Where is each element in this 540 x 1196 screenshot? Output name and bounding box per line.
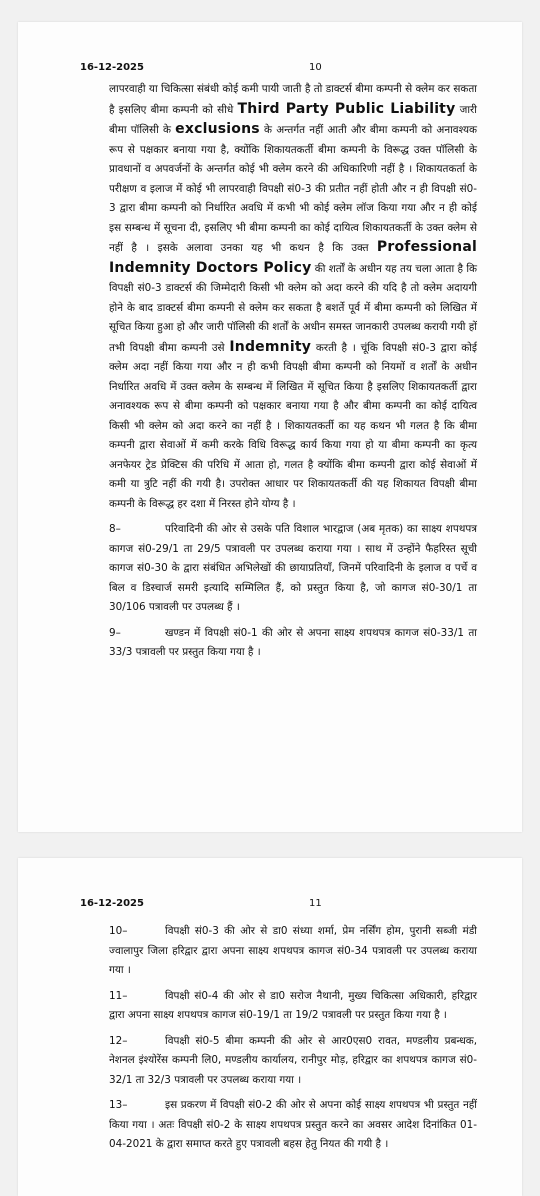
paragraph-text: विपक्षी सं0-3 की ओर से डा0 संध्या शर्मा, प्रेम नर्सिंग होम, पुरानी सब्जी मंडी ज्वालापुर जिला हरिद्वार द्वारा अपना साक्ष्य शपथपत्र कागज सं0-34 पत्रावली पर उपलब्ध कराया गया ।: [109, 925, 477, 976]
numbered-paragraph: [109, 520, 477, 618]
paragraph-text: इस प्रकरण में विपक्षी सं0-2 की ओर से अपना कोई साक्ष्य शपथपत्र भी प्रस्तुत नहीं किया गया । अतः विपक्षी सं0-2 के साक्ष्य शपथपत्र प्रस्तुत करने का अवसर आदेश दिनांकित 01-04-2021 के द्वारा समाप्त करते हुए पत्रावली बहस हेतु नियत की गयी है ।: [109, 1099, 477, 1150]
page-body: [109, 916, 477, 1155]
paragraph-text: के अन्तर्गत नहीं आती और बीमा कम्पनी को अनावश्यक रूप से पक्षकार बनाया गया है, क्योंकि शिकायतकर्ती बीमा कम्पनी के विरूद्ध उक्त पॉलिसी के प्रावधानों व अपवर्जनों के अन्तर्गत कोई भी क्लेम करने की अधिकारिणी नहीं है । शिकायतकर्ता के परीक्षण व इलाज में कोई भी लापरवाही विपक्षी सं0-3 की प्रतीत नहीं होती और न ही विपक्षी सं0-3 द्वारा बीमा कम्पनी को निर्धारित अवधि में कभी भी कोई क्लेम लॉज किया गया और न ही कोई इस सम्बन्ध में सूचना दी, इसलिए भी बीमा कम्पनी का कोई दायित्व शिकायतकर्ती के उक्त क्लेम से नहीं है । इसके अलावा उनका यह भी कथन है कि उक्त: [109, 124, 477, 254]
paragraph-number: 9–: [109, 626, 121, 639]
numbered-paragraph: [109, 624, 477, 663]
document-page-11: [18, 858, 522, 1196]
paragraph-text: परिवादिनी की ओर से उसके पति विशाल भारद्वाज (अब मृतक) का साक्ष्य शपथपत्र कागज सं0-29/1 ता 29/5 पत्रावली पर उपलब्ध कराया गया । साथ में उन्होंने फैहरिस्त सूची कागज सं0-30 के द्वारा संबंधित अभिलेखों की छायाप्रतियॉं, जिनमें परिवादिनी के इलाज व पर्चे व बिल व डिस्चार्ज समरी इत्यादि सम्मिलित हैं, को प्रस्तुत किया है, जो कागज सं0-30/1 ता 30/106 पत्रावली पर उपलब्ध हैं ।: [109, 523, 477, 613]
page-number: 11: [309, 898, 322, 909]
numbered-paragraph: [109, 987, 477, 1026]
paragraph-text: खण्डन में विपक्षी सं0-1 की ओर से अपना साक्ष्य शपथपत्र कागज सं0-33/1 ता 33/3 पत्रावली पर प्रस्तुत किया गया है ।: [109, 626, 477, 658]
numbered-paragraph: [109, 1096, 477, 1155]
paragraph-number: 8–: [109, 523, 121, 535]
paragraph-text: विपक्षी सं0-5 बीमा कम्पनी की ओर से आर0एस0 रावत, मण्डलीय प्रबन्धक, नेशनल इंश्योरेंस कम्पनी लि0, मण्डलीय कार्यालय, रानीपुर मोड़, हरिद्वार का शपथपत्र कागज सं0-32/1 ता 32/3 पत्रावली पर उपलब्ध कराया गया ।: [109, 1034, 477, 1086]
numbered-paragraph: [109, 922, 477, 981]
english-term: Third Party Public Liability: [237, 100, 456, 117]
continued-paragraph: [109, 80, 477, 514]
paragraph-text: करती है । चूंकि विपक्षी सं0-3 द्वारा कोई क्लेम अदा नहीं किया गया और न ही कभी विपक्षी बीमा कम्पनी को नियमों व शर्तों के अधीन निर्धारित अवधि में उक्त क्लेम के सम्बन्ध में लिखित में सूचित किया है इसलिए शिकायतकर्ती द्वारा अनावश्यक रूप से बीमा कम्पनी को पक्षकार बनाया गया है और बीमा कम्पनी का कोई दायित्व किसी भी क्लेम को अदा करने का नहीं है । शिकायतकर्ती का यह कथन भी गलत है कि बीमा कम्पनी द्वारा सेवाओं में कमी करके विधि विरूद्ध कार्य किया गया हो या बीमा कम्पनी का कृत्य अनफेयर ट्रेड प्रेक्टिस की परिधि में आता हो, गलत है क्योंकि बीमा कम्पनी द्वारा कोई सेवाओं में कमी या त्रुटि नहीं की गयी है। उपरोक्त आधार पर शिकायतकर्ती की यह शिकायत विपक्षी बीमा कम्पनी के विरूद्ध हर दशा में निरस्त होने योग्य है ।: [109, 341, 477, 510]
paragraph-number: 10–: [109, 925, 128, 937]
page-number: 10: [309, 62, 322, 73]
english-term: Indemnity: [229, 338, 312, 355]
english-term: exclusions: [175, 121, 260, 137]
paragraph-text: की शर्तों के अधीन यह तय चला आता है कि विपक्षी सं0-3 डाक्टर्स की जिम्मेदारी किसी भी क्लेम को अदा करने की यदि है तो क्लेम अदायगी होने के बाद डाक्टर्स बीमा कम्पनी से क्लेम कर सकता है बशर्ते पूर्व में बीमा कम्पनी को लिखित में सूचित किया हुआ हो और जारी पॉलिसी की शर्तों के अधीन समस्त जानकारी उपलब्ध करायी गयी हों तभी विपक्षी बीमा कम्पनी उसे: [109, 262, 477, 354]
document-page-10: [18, 22, 522, 832]
header-date: 16-12-2025: [80, 898, 144, 909]
header-date: 16-12-2025: [80, 62, 144, 73]
page-header: [80, 60, 482, 76]
paragraph-text: विपक्षी सं0-4 की ओर से डा0 सरोज नैथानी, मुख्य चिकित्सा अधिकारी, हरिद्वार द्वारा अपना साक्ष्य शपथपत्र कागज सं0-19/1 ता 19/2 पत्रावली पर प्रस्तुत किया गया है ।: [109, 989, 477, 1021]
paragraph-text: लापरवाही या चिकित्सा संबंधी कोई कमी पायी जाती है तो डाक्टर्स बीमा कम्पनी से क्लेम कर सकता है इसलिए बीमा कम्पनी को सीधे: [109, 83, 477, 116]
paragraph-text: जारी बीमा पॉलिसी के: [109, 103, 477, 136]
paragraph-number: 11–: [109, 989, 128, 1002]
english-term: Professional Indemnity Doctors Policy: [109, 239, 477, 276]
page-body: [109, 80, 477, 663]
paragraph-number: 12–: [109, 1034, 128, 1047]
page-header: [80, 896, 482, 912]
paragraph-number: 13–: [109, 1099, 128, 1111]
numbered-paragraph: [109, 1032, 477, 1091]
